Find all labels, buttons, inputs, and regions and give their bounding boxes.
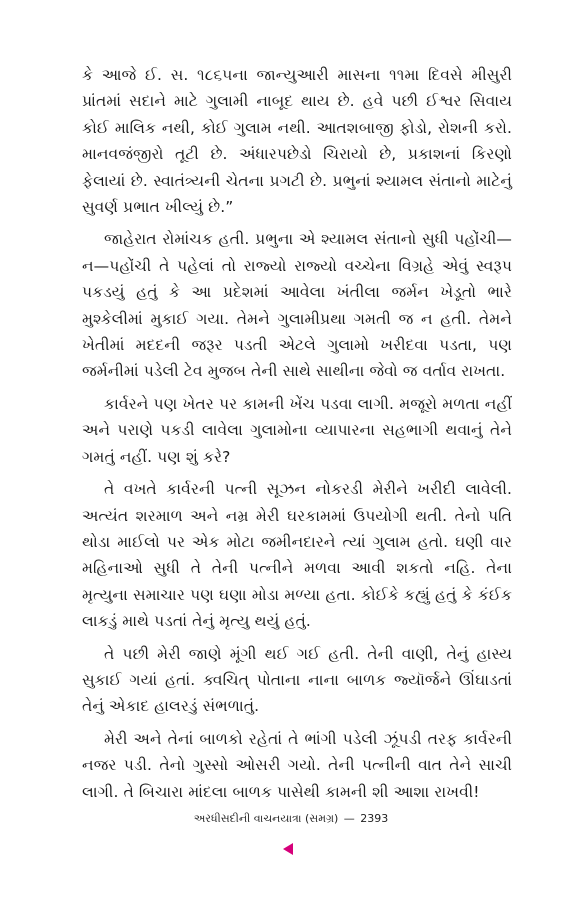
paragraph-continued: કે આજે ઈ. સ. ૧૮૬૫ના જાન્યુઆરી માસના ૧૧મા દિવસે મીસુરી પ્રાંતમાં સદાને માટે ગુલામી નાબૂદ થાય છે. હવે પછી ઈશ્વર સિવાય કોઈ માલિક નથી, કોઈ ગુલામ નથી. આતશબાજી ફોડો, રોશની કરો. માનવજંજીરો તૂટી છે. અંધારપછેડો ચિરાયો છે, પ્રકાશનાં કિરણો ફેલાયાં છે. સ્વાતંત્ર્યની ચેતના પ્રગટી છે. પ્રભુનાં શ્યામલ સંતાનો માટેનું સુવર્ણ પ્રભાત ખીલ્યું છે.”: [82, 66, 512, 217]
paragraph: મેરી અને તેનાં બાળકો રહેતાં તે ભાંગી પડેલી ઝૂંપડી તરફ કાર્વરની નજર પડી. તેનો ગુસ્સો ઓસરી ગયો. તેની પત્નીની વાત તેને સાચી લાગી. તે બિચારા માંદલા બાળક પાસેથી કામની શી આશા રાખવી!: [82, 729, 512, 801]
page-footer: [0, 812, 582, 826]
prev-page-arrow-icon[interactable]: [283, 843, 293, 855]
paragraph: જાહેરાત રોમાંચક હતી. પ્રભુના એ શ્યામલ સંતાનો સુધી પહોંચી—ન—પહોંચી તે પહેલાં તો રાજ્યો રાજ્યો વચ્ચેના વિગ્રહે એવું સ્વરૂપ પકડયું હતું કે આ પ્રદેશમાં આવેલા ખંતીલા જર્મન ખેડૂતો ભારે મુશ્કેલીમાં મુકાઈ ગયા. તેમને ગુલામીપ્રથા ગમતી જ ન હતી. તેમને ખેતીમાં મદદની જરૂર પડતી એટલે ગુલામો ખરીદવા પડતા, પણ જર્મનીમાં પડેલી ટેવ મુજબ તેની સાથે સાથીના જેવો જ વર્તાવ રાખતા.: [82, 230, 512, 381]
book-title: અરધીસદીની વાચનયાત્રા (સમગ્ર): [193, 812, 339, 825]
paragraph: તે પછી મેરી જાણે મૂંગી થઈ ગઈ હતી. તેની વાણી, તેનું હાસ્ય સુકાઈ ગયાં હતાં. ક્વચિત્‌ પોતાના નાના બાળક જ્યૉર્જને ઊંઘાડતાં તેનું એકાદ હાલરડું સંભળાતું.: [82, 644, 512, 716]
page-number: 2393: [360, 812, 389, 825]
footer-separator: —: [343, 812, 355, 825]
body-text: [82, 62, 512, 811]
paragraph: કાર્વરને પણ ખેતર પર કામની ખેંચ પડવા લાગી. મજૂરો મળતા નહીં અને પરાણે પકડી લાવેલા ગુલામોના વ્યાપારના સહભાગી થવાનું તેને ગમતું નહીં. પણ શું કરે?: [82, 394, 512, 466]
paragraph: તે વખતે કાર્વરની પત્ની સૂઝન નોકરડી મેરીને ખરીદી લાવેલી. અત્યંત શરમાળ અને નમ્ર મેરી ઘરકામમાં ઉપયોગી થતી. તેનો પતિ થોડા માઈલો પર એક મોટા જમીનદારને ત્યાં ગુલામ હતો. ઘણી વાર મહિનાઓ સુધી તે તેની પત્નીને મળવા આવી શકતો નહિ. તેના મૃત્યુના સમાચાર પણ ઘણા મોડા મળ્યા હતા. કોઈકે કહ્યું હતું કે કંઈક લાકડું માથે પડતાં તેનું મૃત્યુ થયું હતું.: [82, 480, 512, 631]
